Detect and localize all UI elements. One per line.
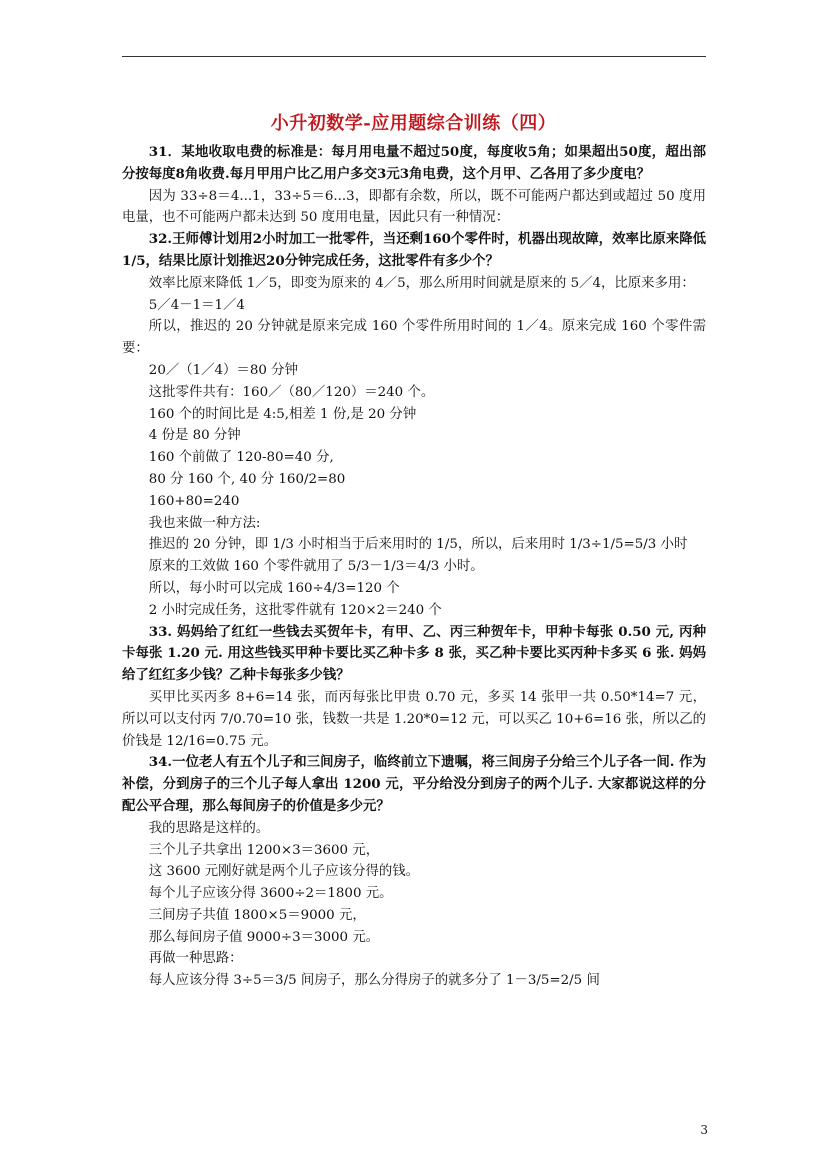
answer-paragraph: 每个儿子应该分得 3600÷2＝1800 元。	[148, 886, 393, 902]
answer-paragraph: 5／4－1＝1／4	[148, 297, 245, 313]
question-paragraph: 32.王师傅计划用2小时加工一批零件，当还剩160个零件时，机器出现故障，效率比原来降低1/5，结果比原计划推迟20分钟完成任务，这批零件有多少个？	[122, 231, 706, 269]
question-paragraph: 34.一位老人有五个儿子和三间房子，临终前立下遗嘱，将三间房子分给三个儿子各一间. 作为补偿，分到房子的三个儿子每人拿出 1200 元，平分给没分到房子的两个儿子. 大家都说这样的分配公平合理，那么每间房子的价值是多少元？	[122, 754, 706, 814]
answer-paragraph: 三间房子共值 1800×5＝9000 元，	[148, 907, 366, 923]
answer-paragraph: 所以，每小时可以完成 160÷4/3=120 个	[148, 580, 400, 596]
answer-paragraph: 这 3600 元刚好就是两个儿子应该分得的钱。	[148, 864, 420, 880]
answer-paragraph: 80 分 160 个, 40 分 160/2=80	[148, 471, 346, 487]
answer-paragraph: 推迟的 20 分钟，即 1/3 小时相当于后来用时的 1/5，所以，后来用时 1/3÷1/5=5/3 小时	[148, 537, 688, 553]
answer-paragraph: 160+80=240	[148, 493, 240, 509]
answer-paragraph: 每人应该分得 3÷5＝3/5 间房子，那么分得房子的就多分了 1－3/5=2/5 间	[148, 973, 600, 989]
answer-paragraph: 效率比原来降低 1／5，即变为原来的 4／5，那么所用时间就是原来的 5／4，比原来多用：	[148, 275, 695, 291]
answer-paragraph: 这批零件共有：160／（80／120）＝240 个。	[148, 384, 435, 400]
answer-paragraph: 160 个前做了 120-80=40 分,	[148, 450, 334, 466]
document-body	[122, 142, 706, 992]
page-title: 小升初数学-应用题综合训练（四）	[270, 113, 557, 134]
answer-paragraph: 2 小时完成任务，这批零件就有 120×2＝240 个	[148, 602, 442, 618]
header-rule	[122, 56, 706, 57]
page-number: 3	[700, 1123, 708, 1137]
answer-paragraph: 买甲比买丙多 8+6=14 张，而丙每张比甲贵 0.70 元，多买 14 张甲一共 0.50*14=7 元，所以可以支付丙 7/0.70=10 张，钱数一共是 1.20*0=12 元，可以买乙 10+6=16 张，所以乙的价钱是 12/16=0.75 元。	[122, 689, 706, 749]
answer-paragraph: 我的思路是这样的。	[148, 820, 270, 836]
answer-paragraph: 因为 33÷8＝4...1，33÷5＝6...3，即都有余数，所以，既不可能两户都达到或超过 50 度用电量，也不可能两户都未达到 50 度用电量，因此只有一种情况：	[122, 188, 706, 226]
answer-paragraph: 那么每间房子值 9000÷3＝3000 元。	[148, 929, 380, 945]
answer-paragraph: 4 份是 80 分钟	[148, 428, 241, 444]
question-paragraph: 31．某地收取电费的标准是：每月用电量不超过50度，每度收5角；如果超出50度，超出部分按每度8角收费.每月甲用户比乙用户多交3元3角电费，这个月甲、乙各用了多少度电？	[122, 144, 706, 182]
answer-paragraph: 原来的工效做 160 个零件就用了 5/3－1/3＝4/3 小时。	[148, 559, 484, 575]
answer-paragraph: 再做一种思路：	[148, 951, 243, 967]
answer-paragraph: 所以，推迟的 20 分钟就是原来完成 160 个零件所用时间的 1／4。原来完成 160 个零件需要：	[122, 319, 706, 357]
question-paragraph: 33. 妈妈给了红红一些钱去买贺年卡，有甲、乙、丙三种贺年卡，甲种卡每张 0.50 元, 丙种卡每张 1.20 元. 用这些钱买甲种卡要比买乙种卡多 8 张，买乙种卡要比买丙种卡多买 6 张. 妈妈给了红红多少钱？乙种卡每张多少钱？	[122, 623, 706, 684]
answer-paragraph: 三个儿子共拿出 1200×3＝3600 元，	[148, 842, 380, 858]
answer-paragraph: 20／（1／4）＝80 分钟	[148, 362, 298, 378]
answer-paragraph: 160 个的时间比是 4:5,相差 1 份,是 20 分钟	[148, 406, 417, 422]
answer-paragraph: 我也来做一种方法:	[148, 515, 261, 531]
